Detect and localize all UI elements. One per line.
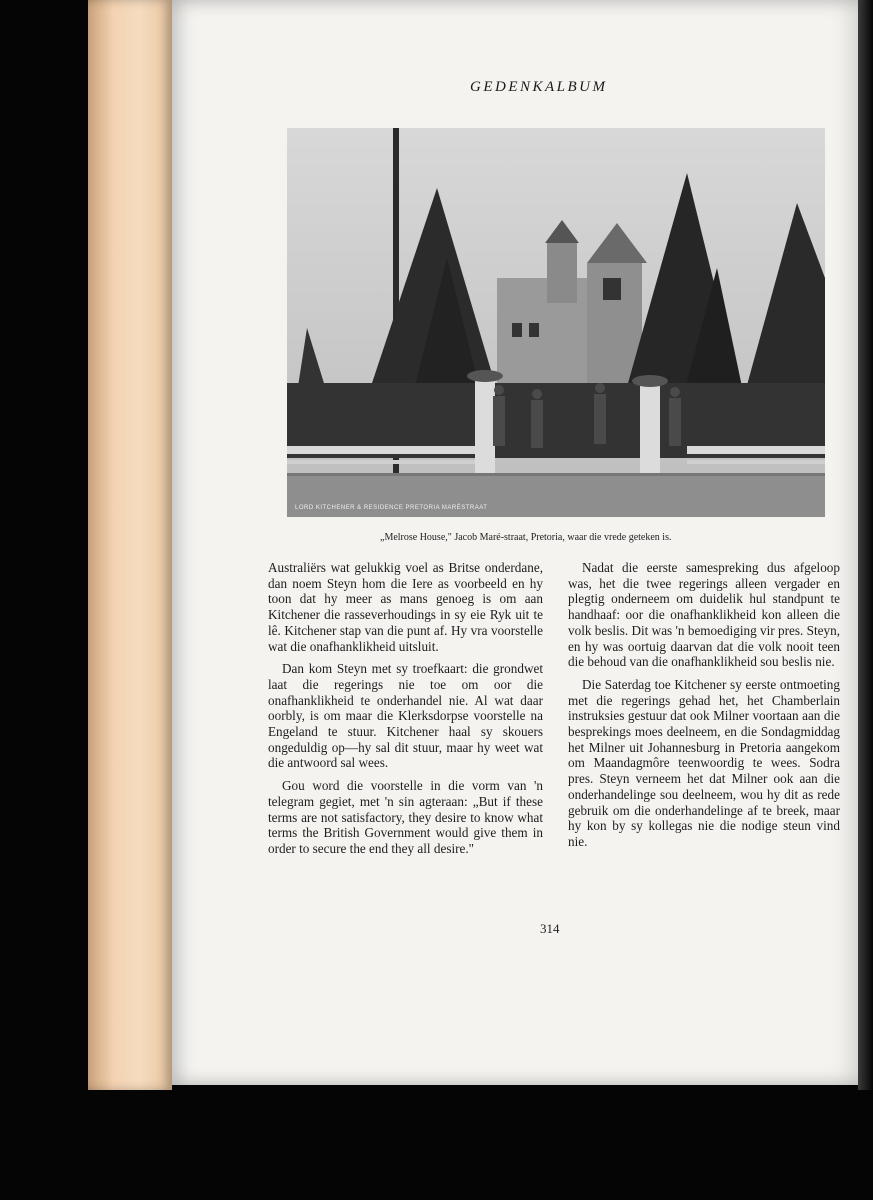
paragraph: Dan kom Steyn met sy troefkaart: die grondwet laat die regerings nie toe om oor die onafhanklikheid te onderhandel nie. Al wat daar oorbly, is om maar die Klerksdorpse voorstelle na Engeland te stuur. Kitchener haal sy skouers ongeduldig op—hy sal dit stuur, maar hy weet wat die antwoord sal wees. xyxy=(268,661,543,771)
page-number: 314 xyxy=(540,921,560,936)
paragraph: Die Saterdag toe Kitchener sy eerste ontmoeting met die regerings gehad het, het Chamberlain instruksies gestuur dat ook Milner voortaan aan die besprekings moes deelneem, en die Sondagmiddag het Milner uit Johannesburg in Pretoria aangekom om Maandagmôre teenwoordig te wees. Sodra pres. Steyn verneem het dat Milner ook aan die onderhandelinge sou deelneem, wou hy dit as rede gebruik om die onderhandelinge af te breek, maar hy kon by sy kollegas nie die nodige steun vind nie. xyxy=(568,676,840,849)
book-spine xyxy=(88,0,172,1090)
photo-caption: „Melrose House," Jacob Maré-straat, Pretoria, waar die vrede geteken is. xyxy=(380,532,672,543)
running-header: GEDENKALBUM xyxy=(470,79,608,95)
left-column xyxy=(268,560,543,864)
paragraph: Nadat die eerste samespreking dus afgeloop was, het die twee regerings alleen vergader en plegtig onderneem om duidelik hul standpunt te handhaaf: oor die onafhanklikheid kon alleen die volk beslis. Dit was 'n bemoediging vir pres. Steyn, en hy was oortuig daarvan dat die volk nooit teen die behoud van die onafhanklikheid sou beslis nie. xyxy=(568,560,840,670)
paragraph: Gou word die voorstelle in die vorm van 'n telegram gegiet, met 'n sin agteraan: „But if these terms are not satisfactory, they desire to know what terms the British Government would give them in order to secure the end they all desire." xyxy=(268,778,543,856)
paragraph: Australiërs wat gelukkig voel as Britse onderdane, dan noem Steyn hom die Iere as voorbeeld en hy toon dat hy meer as mans genoeg is om aan Kitchener die rasseverhoudings in sy eie Ryk uit te lê. Kitchener stap van die punt af. Hy vra voorstelle wat die onafhanklikheid uitsluit. xyxy=(268,560,543,654)
photograph-melrose-house xyxy=(287,128,825,517)
page-edge-shadow xyxy=(858,0,873,1090)
photo-inscription: LORD KITCHENER & RESIDENCE PRETORIA MARÉSTRAAT xyxy=(295,505,488,511)
right-column xyxy=(568,560,840,857)
